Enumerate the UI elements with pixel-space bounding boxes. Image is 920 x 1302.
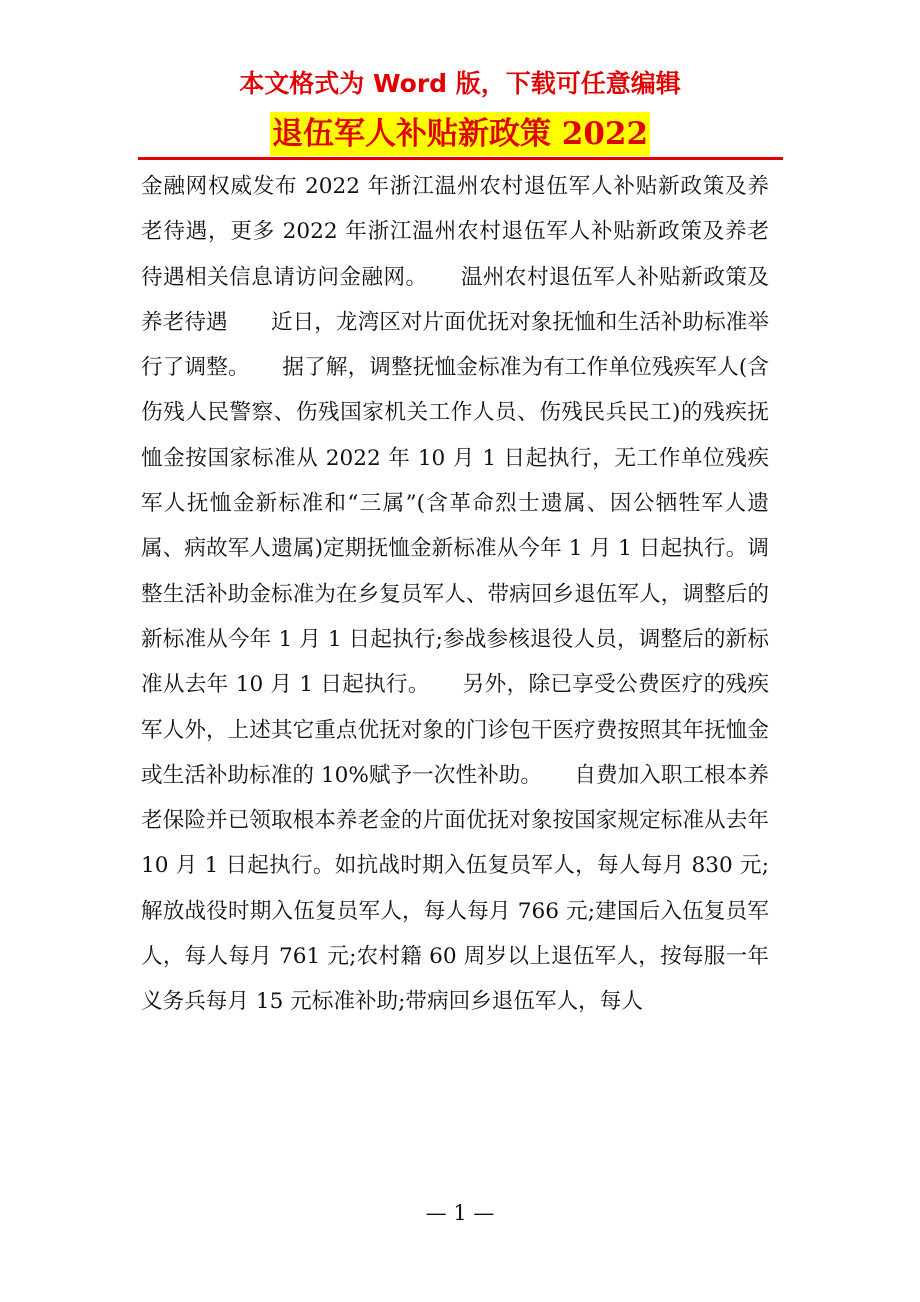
page-number: — 1 —: [425, 1201, 495, 1225]
document-title: 退伍军人补贴新政策 2022: [270, 112, 650, 156]
title-divider: [138, 157, 783, 160]
download-banner: 本文格式为 Word 版，下载可任意编辑: [239, 69, 681, 98]
article-body: 金融网权威发布 2022 年浙江温州农村退伍军人补贴新政策及养老待遇，更多 2022 年浙江温州农村退伍军人补贴新政策及养老待遇相关信息请访问金融网。 温州农村退伍军人补贴新政策及养老待遇 近日，龙湾区对片面优抚对象抚恤和生活补助标准举行了调整。 据了解，调整抚恤金标准为有工作单位残疾军人(含伤残人民警察、伤残国家机关工作人员、伤残民兵民工)的残疾抚恤金按国家标准从 2022 年 10 月 1 日起执行，无工作单位残疾军人抚恤金新标准和“三属”(含革命烈士遗属、因公牺牲军人遗属、病故军人遗属)定期抚恤金新标准从今年 1 月 1 日起执行。调整生活补助金标准为在乡复员军人、带病回乡退伍军人，调整后的新标准从今年 1 月 1 日起执行;参战参核退役人员，调整后的新标准从去年 10 月 1 日起执行。 另外，除已享受公费医疗的残疾军人外，上述其它重点优抚对象的门诊包干医疗费按照其年抚恤金或生活补助标准的 10%赋予一次性补助。 自费加入职工根本养老保险并已领取根本养老金的片面优抚对象按国家规定标准从去年 10 月 1 日起执行。如抗战时期入伍复员军人，每人每月 830 元;解放战役时期入伍复员军人，每人每月 766 元;建国后入伍复员军人，每人每月 761 元;农村籍 60 周岁以上退伍军人，按每服一年义务兵每月 15 元标准补助;带病回乡退伍军人，每人: [141, 174, 769, 1015]
title-container: [0, 112, 920, 156]
